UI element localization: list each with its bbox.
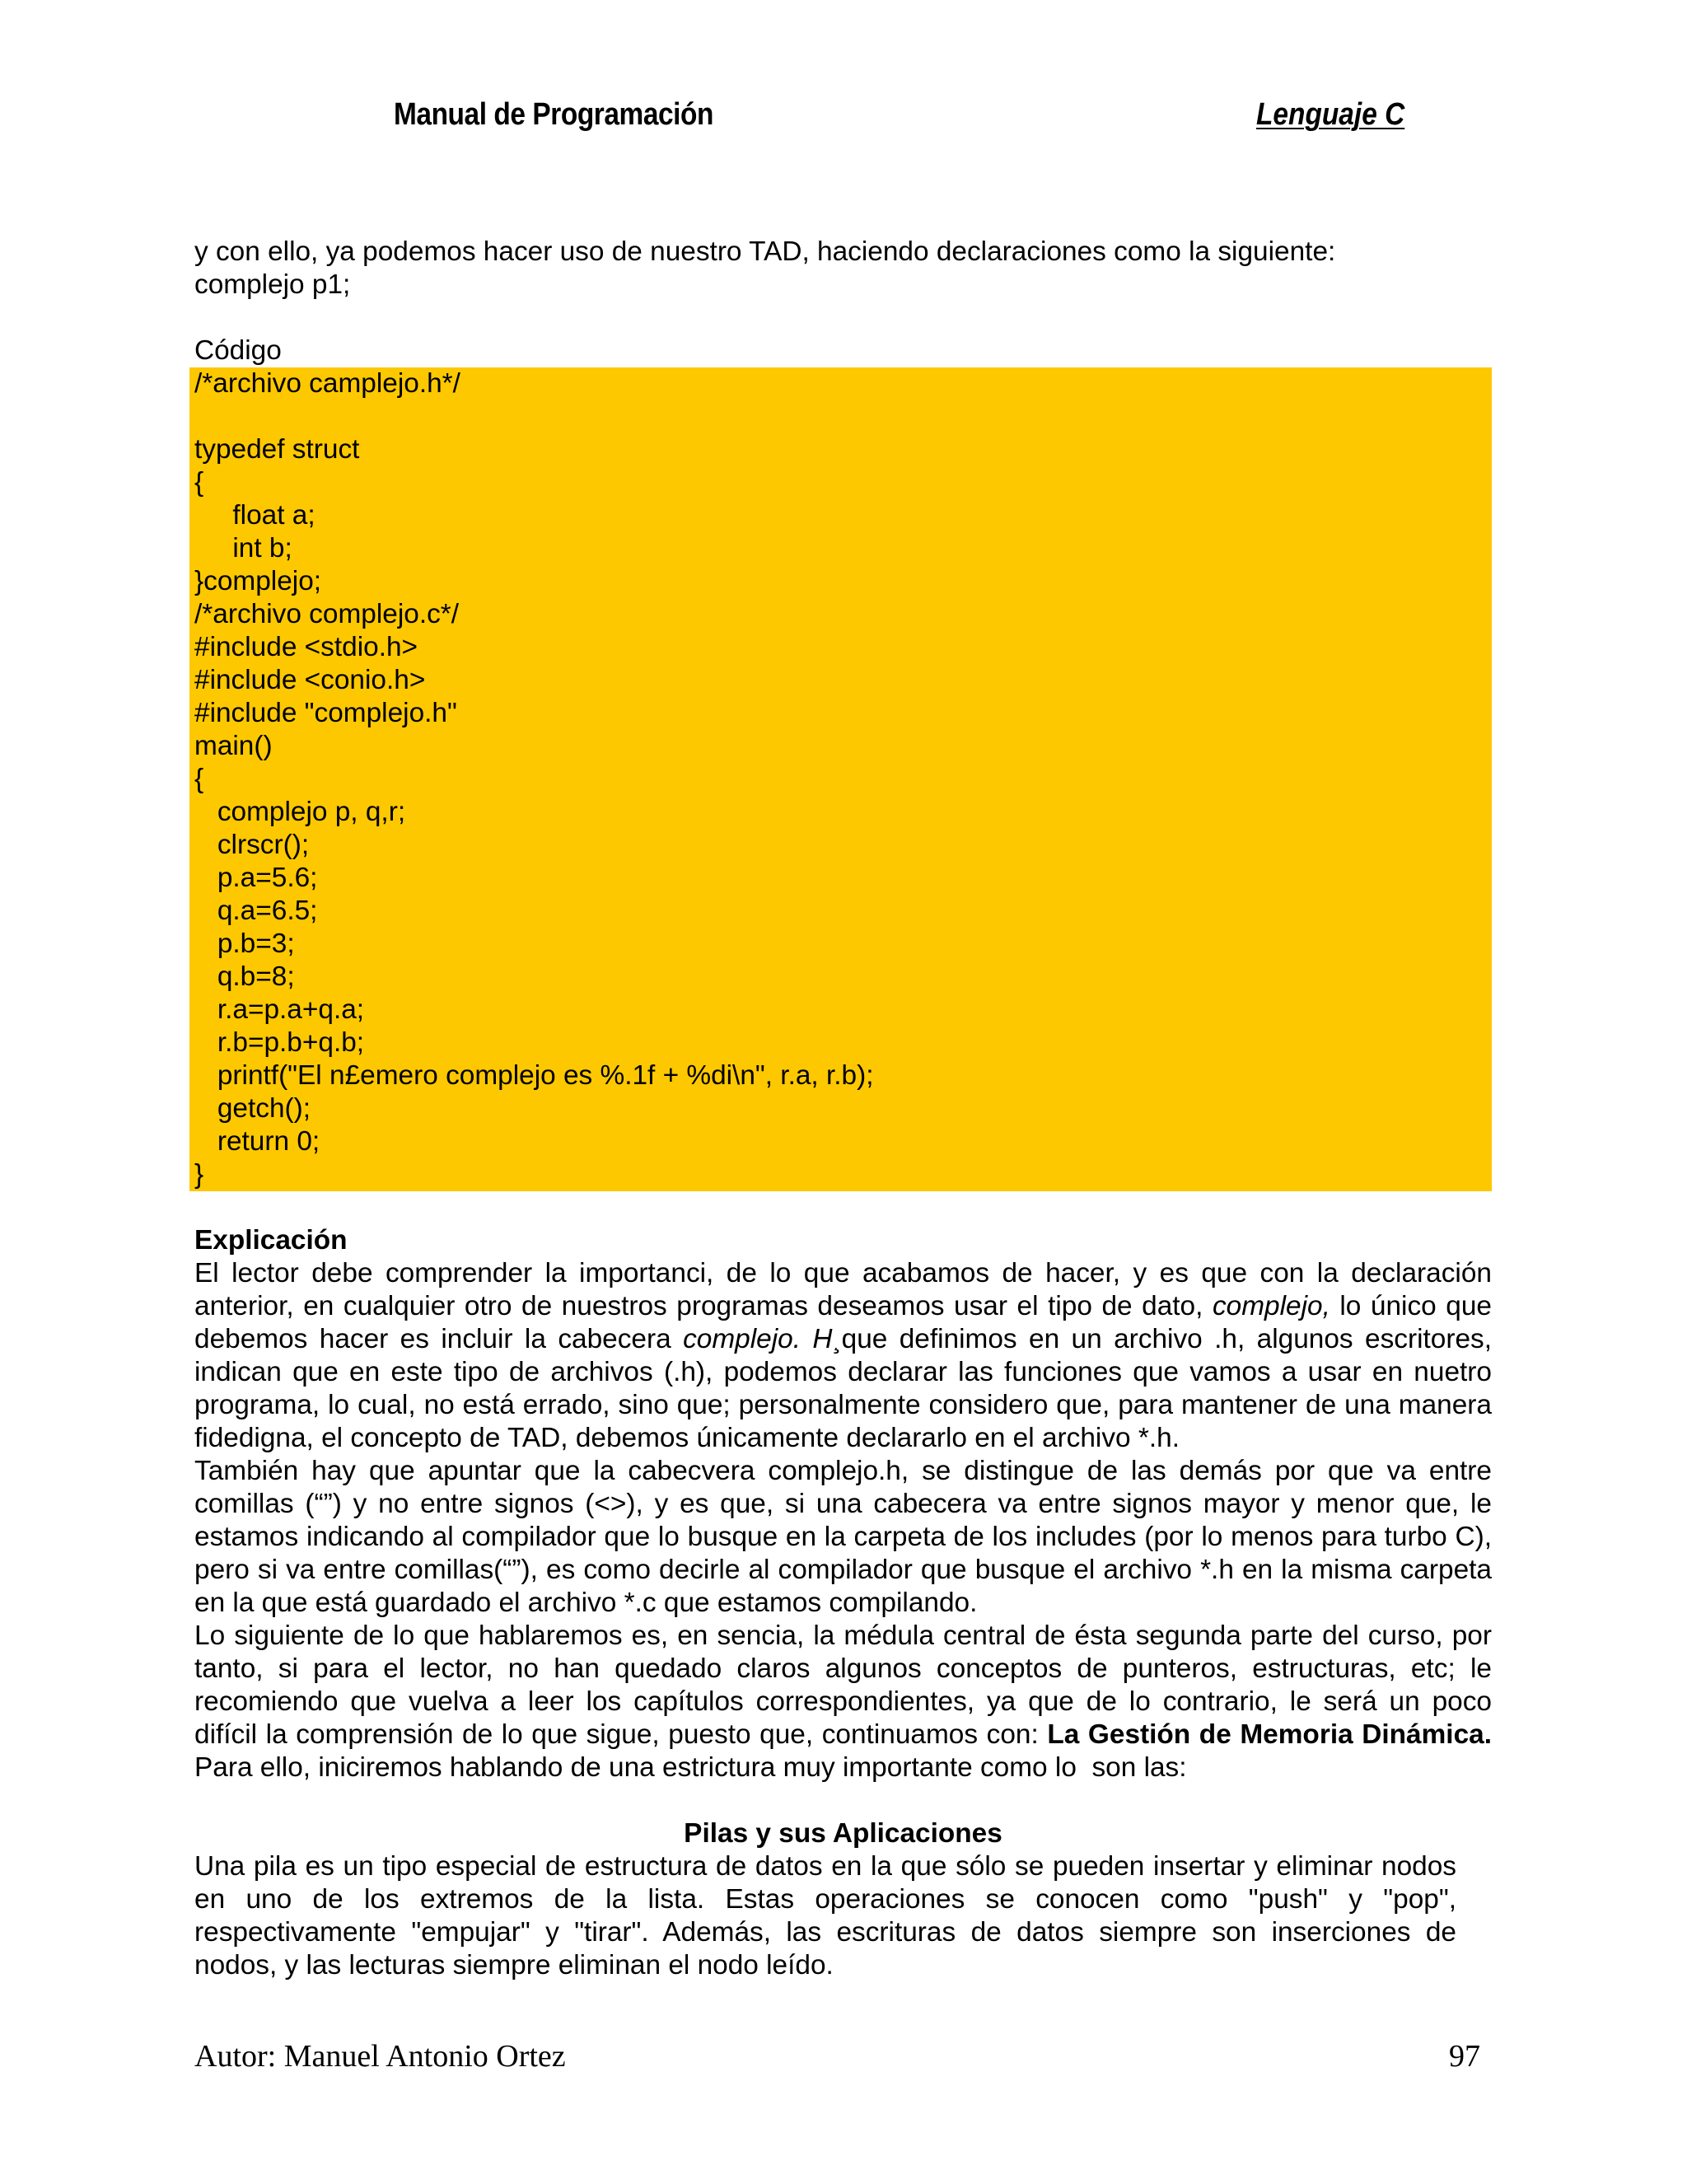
page-body <box>194 236 1492 1982</box>
code-line: }complejo; <box>194 566 322 596</box>
section-line: en uno de los extremos de la lista. Estas operaciones se conocen como "push" y "pop", <box>194 1884 1456 1915</box>
code-line: return 0; <box>194 1126 320 1157</box>
code-line: p.a=5.6; <box>194 863 318 893</box>
code-line: float a; <box>194 500 315 531</box>
explanation-line: programa, lo cual, no está errado, sino que; personalmente considero que, para mantener de una manera <box>194 1390 1492 1420</box>
code-line: clrscr(); <box>194 830 310 860</box>
code-line: p.b=3; <box>194 928 295 959</box>
explanation-line: debemos hacer es incluir la cabecera complejo. H¸que definimos en un archivo .h, algunos escritores, <box>194 1324 1493 1354</box>
section-line: nodos, y las lecturas siempre eliminan el nodo leído. <box>194 1950 834 1981</box>
memory-management-emphasis: La Gestión de Memoria Dinámica. <box>1047 1719 1492 1750</box>
code-line: { <box>194 467 204 498</box>
section-line: respectivamente "empujar" y "tirar". Además, las escrituras de datos siempre son inserciones de <box>194 1917 1456 1948</box>
code-line: #include <conio.h> <box>194 665 426 695</box>
header-manual-title: Manual de Programación <box>394 97 713 132</box>
code-line: getch(); <box>194 1093 311 1124</box>
explanation-line: indican que en este tipo de archivos (.h), podemos declarar las funciones que vamos a usar en nuetro <box>194 1357 1492 1387</box>
explanation-line: anterior, en cualquier otro de nuestros programas deseamos usar el tipo de dato, complejo, lo único que <box>194 1291 1492 1321</box>
code-label: Código <box>194 335 282 366</box>
code-line: { <box>194 764 204 794</box>
code-line: r.b=p.b+q.b; <box>194 1027 365 1058</box>
explanation-line: estamos indicando al compilador que lo busque en la carpeta de los includes (por lo menos para turbo C), <box>194 1522 1492 1552</box>
code-line: #include <stdio.h> <box>194 632 418 662</box>
code-line: r.a=p.a+q.a; <box>194 994 365 1025</box>
code-line: main() <box>194 731 273 761</box>
code-line: } <box>194 1159 204 1190</box>
explanation-heading: Explicación <box>194 1225 348 1256</box>
explanation-line: difícil la comprensión de lo que sigue, puesto que, continuamos con: La Gestión de Memoria Dinámica. <box>194 1719 1492 1750</box>
explanation-line: comillas (“”) y no entre signos (<>), y es que, si una cabecera va entre signos mayor y menor que, le <box>194 1489 1492 1519</box>
section-heading: Pilas y sus Aplicaciones <box>684 1818 1002 1849</box>
explanation-line: El lector debe comprender la importanci, de lo que acabamos de hacer, y es que con la declaración <box>194 1258 1492 1288</box>
code-line: typedef struct <box>194 434 360 465</box>
code-line <box>194 400 1492 433</box>
code-line: printf("El n£emero complejo es %.1f + %di\n", r.a, r.b); <box>194 1060 874 1091</box>
explanation-line: Para ello, iniciremos hablando de una estrictura muy importante como lo son las: <box>194 1752 1187 1783</box>
explanation-line: pero si va entre comillas(“”), es como decirle al compilador que busque el archivo *.h en la misma carpeta <box>194 1555 1492 1585</box>
intro-line: y con ello, ya podemos hacer uso de nuestro TAD, haciendo declaraciones como la siguiente: <box>194 236 1336 267</box>
explanation-line: recomiendo que vuelva a leer los capítulos correspondientes, ya que de lo contrario, le será un poco <box>194 1686 1492 1717</box>
explanation-line: Lo siguiente de lo que hablaremos es, en sencia, la médula central de ésta segunda parte del curso, por <box>194 1620 1492 1651</box>
code-line: int b; <box>194 533 292 564</box>
footer-author: Autor: Manuel Antonio Ortez <box>194 2039 566 2074</box>
explanation-line: tanto, si para el lector, no han quedado claros algunos conceptos de punteros, estructuras, etc; le <box>194 1653 1492 1684</box>
footer-page-number: 97 <box>1449 2039 1480 2074</box>
code-line: complejo p, q,r; <box>194 797 406 827</box>
intro-declaration: complejo p1; <box>194 269 351 300</box>
explanation-line: fidedigna, el concepto de TAD, debemos únicamente declararlo en el archivo *.h. <box>194 1423 1180 1453</box>
code-line: q.b=8; <box>194 961 295 992</box>
code-line: /*archivo complejo.c*/ <box>194 599 460 629</box>
header-language-title: Lenguaje C <box>1256 97 1405 132</box>
code-line: q.a=6.5; <box>194 896 318 926</box>
code-line: /*archivo camplejo.h*/ <box>194 368 460 399</box>
explanation-line: También hay que apuntar que la cabecvera complejo.h, se distingue de las demás por que va entre <box>194 1456 1492 1486</box>
explanation-line: en la que está guardado el archivo *.c que estamos compilando. <box>194 1588 978 1618</box>
section-line: Una pila es un tipo especial de estructura de datos en la que sólo se pueden insertar y eliminar nodos <box>194 1851 1456 1882</box>
code-block <box>189 367 1492 1191</box>
code-line: #include "complejo.h" <box>194 698 457 728</box>
